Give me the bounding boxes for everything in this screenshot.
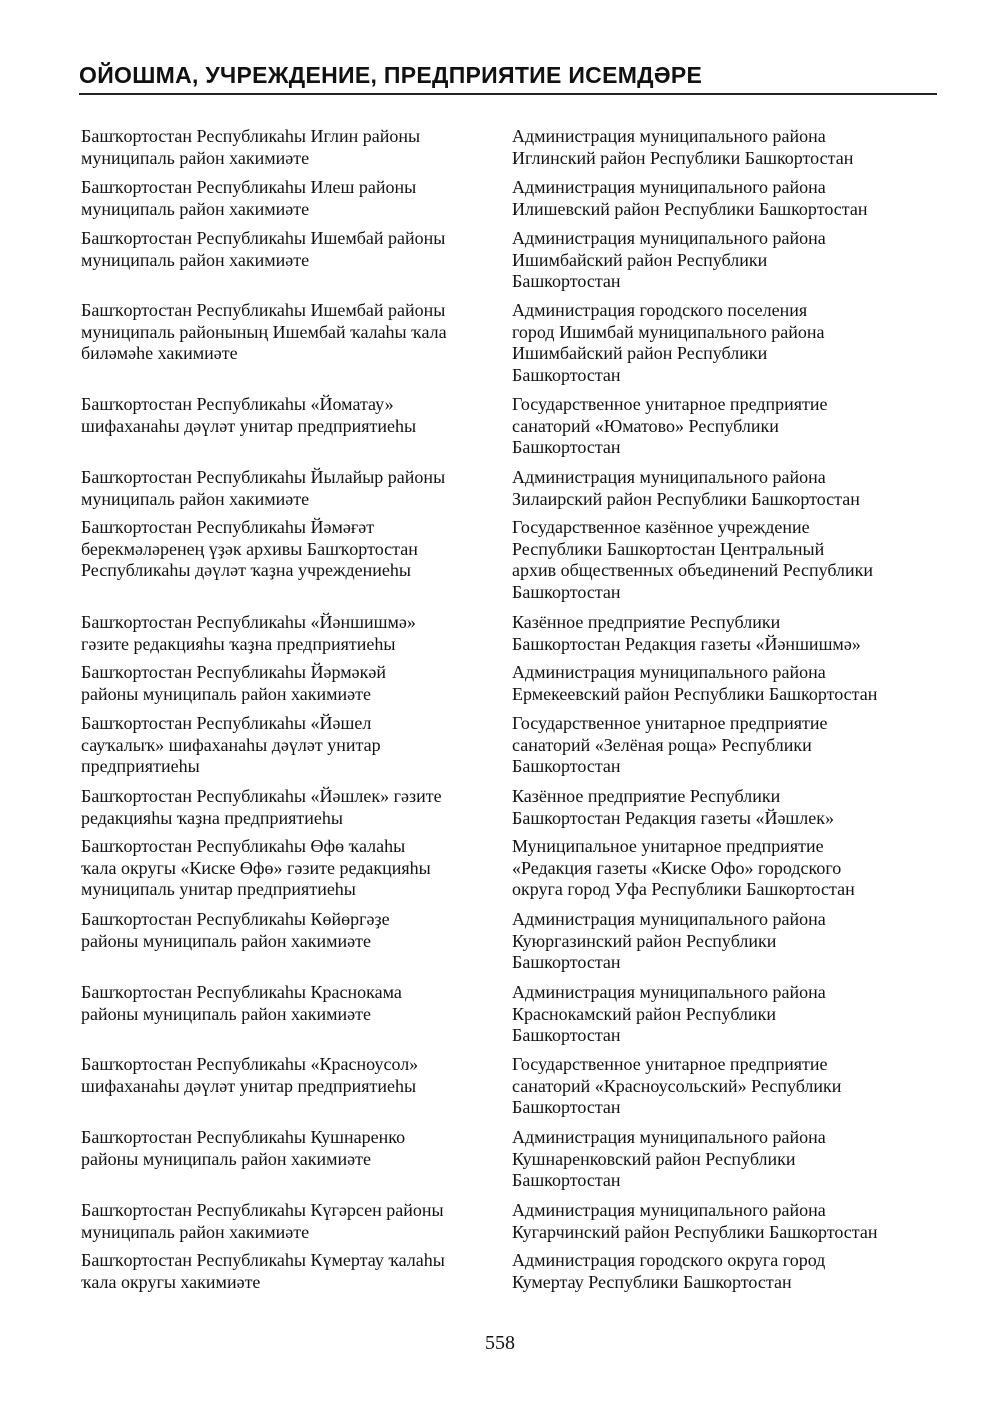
entry-russian-name: Администрация городского поселения город Ишимбай муниципального района Ишимбайский район Республики Башкортостан xyxy=(512,300,825,386)
entry-bashkir-name: Башҡортостан Республикаһы Көйөргәҙе районы муниципаль район хакимиәте xyxy=(81,909,390,951)
entry-russian-name: Государственное унитарное предприятие санаторий «Юматово» Республики Башкортостан xyxy=(512,394,828,458)
entry-russian-name: Государственное унитарное предприятие санаторий «Зелёная роща» Республики Башкортостан xyxy=(512,713,828,777)
entry-russian-name: Администрация муниципального района Ишимбайский район Республики Башкортостан xyxy=(512,228,826,292)
entry-russian-name: Администрация муниципального района Илишевский район Республики Башкортостан xyxy=(512,177,868,219)
entry-bashkir-name: Башҡортостан Республикаһы «Красноусол» шифаханаһы дәүләт унитар предприятиеһы xyxy=(81,1054,419,1096)
entry-russian-name: Государственное казённое учреждение Республики Башкортостан Центральный архив общественных объединений Республики Башкортостан xyxy=(512,517,874,603)
page-header-title: ОЙОШМА, УЧРЕЖДЕНИЕ, ПРЕДПРИЯТИЕ ИСЕМДӘРЕ xyxy=(79,62,703,88)
entry-bashkir-name: Башҡортостан Республикаһы Краснокама районы муниципаль район хакимиәте xyxy=(81,982,402,1024)
entry-bashkir-name: Башҡортостан Республикаһы Күгәрсен районы муниципаль район хакимиәте xyxy=(81,1200,444,1242)
entry-russian-name: Администрация муниципального района Куюргазинский район Республики Башкортостан xyxy=(512,909,826,973)
entry-russian-name: Администрация муниципального района Зилаирский район Республики Башкортостан xyxy=(512,467,860,509)
entry-bashkir-name: Башҡортостан Республикаһы Ишембай районы муниципаль районының Ишембай ҡалаһы ҡала биләмәһе хакимиәте xyxy=(81,300,447,364)
entry-russian-name: Администрация муниципального района Ермекеевский район Республики Башкортостан xyxy=(512,662,878,704)
header-rule xyxy=(79,93,937,95)
entry-russian-name: Администрация муниципального района Иглинский район Республики Башкортостан xyxy=(512,126,854,168)
entry-bashkir-name: Башҡортостан Республикаһы «Йәшел сауҡалыҡ» шифаханаһы дәүләт унитар предприятиеһы xyxy=(81,713,381,777)
entry-russian-name: Казённое предприятие Республики Башкортостан Редакция газеты «Йәшлек» xyxy=(512,786,835,828)
entry-bashkir-name: Башҡортостан Республикаһы Өфө ҡалаһы ҡала округы «Киске Өфө» гәзите редакцияһы муниципаль унитар предприятиеһы xyxy=(81,836,431,900)
entry-russian-name: Казённое предприятие Республики Башкортостан Редакция газеты «Йәншишмә» xyxy=(512,612,861,654)
entry-russian-name: Государственное унитарное предприятие санаторий «Красноусольский» Республики Башкортостан xyxy=(512,1054,842,1118)
entry-bashkir-name: Башҡортостан Республикаһы Йәмәғәт берекмәләренең үҙәк архивы Башҡортостан Республикаһы дәүләт ҡаҙна учреждениеһы xyxy=(81,517,418,581)
entry-bashkir-name: Башҡортостан Республикаһы Кушнаренко районы муниципаль район хакимиәте xyxy=(81,1127,406,1169)
entry-bashkir-name: Башҡортостан Республикаһы Иглин районы муниципаль район хакимиәте xyxy=(81,126,421,168)
entry-bashkir-name: Башҡортостан Республикаһы Ишембай районы муниципаль район хакимиәте xyxy=(81,228,446,270)
page-number: 558 xyxy=(485,1332,515,1354)
entry-russian-name: Администрация муниципального района Кушнаренковский район Республики Башкортостан xyxy=(512,1127,826,1191)
entry-bashkir-name: Башҡортостан Республикаһы «Йәшлек» гәзите редакцияһы ҡаҙна предприятиеһы xyxy=(81,786,442,828)
entry-russian-name: Администрация городского округа город Кумертау Республики Башкортостан xyxy=(512,1250,826,1292)
entry-russian-name: Администрация муниципального района Кугарчинский район Республики Башкортостан xyxy=(512,1200,878,1242)
entry-bashkir-name: Башҡортостан Республикаһы Йылайыр районы муниципаль район хакимиәте xyxy=(81,467,446,509)
entry-russian-name: Муниципальное унитарное предприятие «Редакция газеты «Киске Офо» городского округа город Уфа Республики Башкортостан xyxy=(512,836,855,900)
entry-bashkir-name: Башҡортостан Республикаһы Илеш районы муниципаль район хакимиәте xyxy=(81,177,417,219)
entry-bashkir-name: Башҡортостан Республикаһы Күмертау ҡалаһы ҡала округы хакимиәте xyxy=(81,1250,445,1292)
entry-russian-name: Администрация муниципального района Краснокамский район Республики Башкортостан xyxy=(512,982,826,1046)
entry-bashkir-name: Башҡортостан Республикаһы «Йоматау» шифаханаһы дәүләт унитар предприятиеһы xyxy=(81,394,417,436)
entry-bashkir-name: Башҡортостан Республикаһы «Йәншишмә» гәзите редакцияһы ҡаҙна предприятиеһы xyxy=(81,612,416,654)
entry-bashkir-name: Башҡортостан Республикаһы Йәрмәкәй районы муниципаль район хакимиәте xyxy=(81,662,386,704)
